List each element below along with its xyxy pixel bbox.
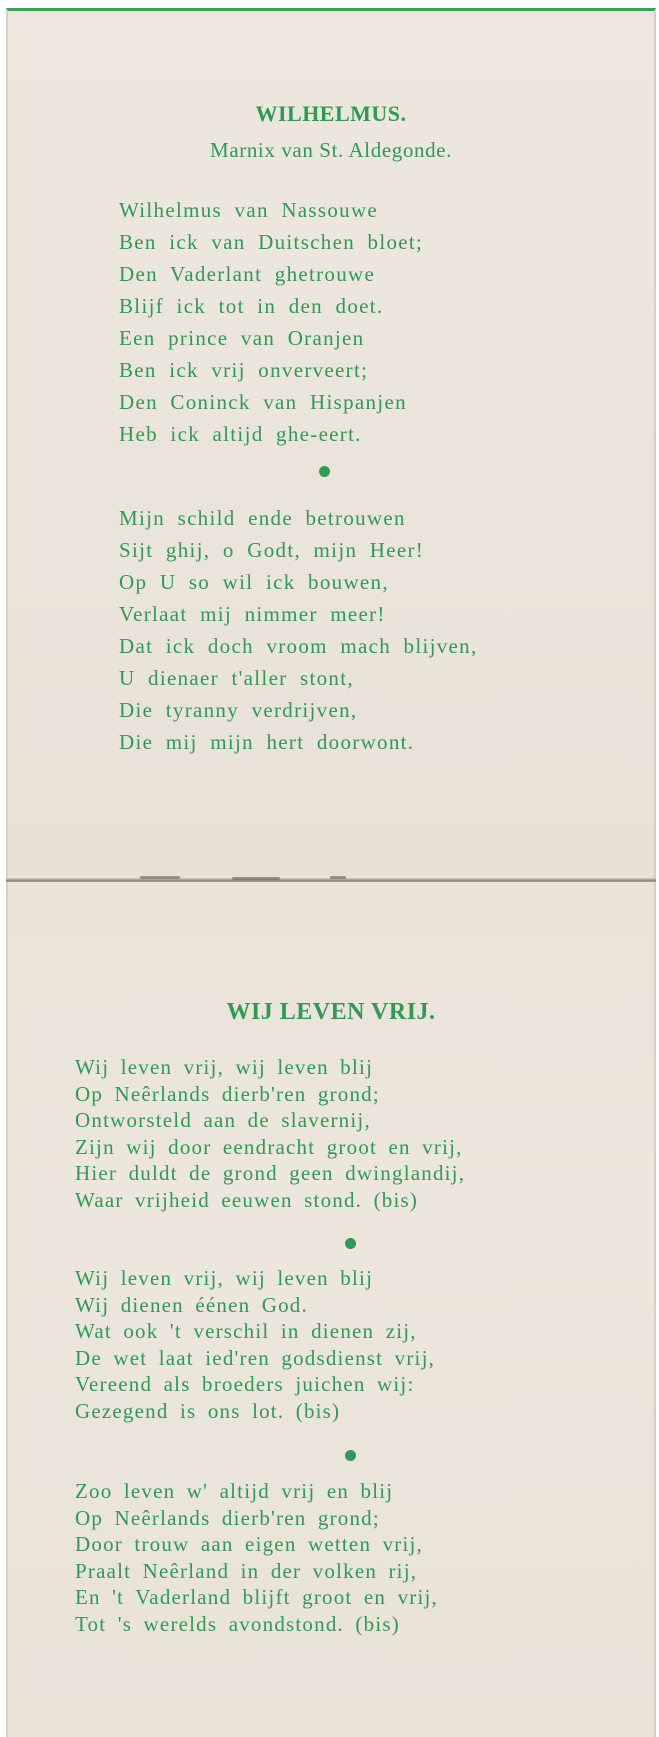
verse-line: Op Neêrlands dierb'ren grond; bbox=[75, 1081, 380, 1106]
verse-line: Wilhelmus van Nassouwe bbox=[119, 198, 379, 222]
wij-leven-vrij-stanza-2 bbox=[75, 1265, 435, 1425]
verse-line: Vereend als broeders juichen wij: bbox=[75, 1372, 415, 1397]
verse-line: Waar vrijheid eeuwen stond. (bis) bbox=[75, 1187, 419, 1212]
verse-line: Wat ook 't verschil in dienen zij, bbox=[75, 1319, 417, 1344]
verse-line: Zoo leven w' altijd vrij en blij bbox=[75, 1479, 394, 1503]
verse-line: Mijn schild ende betrouwen bbox=[119, 506, 406, 530]
verse-line: En 't Vaderland blijft groot en vrij, bbox=[75, 1585, 438, 1610]
verse-line: Op U so wil ick bouwen, bbox=[119, 570, 389, 594]
stanza-separator-dot bbox=[345, 1238, 356, 1249]
verse-line: Wij dienen éénen God. bbox=[75, 1292, 308, 1317]
verse-line: Dat ick doch vroom mach blijven, bbox=[119, 634, 478, 658]
verse-line: Die tyranny verdrijven, bbox=[119, 698, 358, 722]
wij-leven-vrij-stanza-3 bbox=[75, 1478, 438, 1638]
verse-line: Hier duldt de grond geen dwinglandij, bbox=[75, 1161, 466, 1186]
verse-line: Die mij mijn hert doorwont. bbox=[119, 730, 415, 754]
verse-line: Ontworsteld aan de slavernij, bbox=[75, 1108, 371, 1133]
verse-line: Blijf ick tot in den doet. bbox=[119, 294, 384, 318]
wilhelmus-stanza-2 bbox=[119, 502, 478, 758]
verse-line: Den Coninck van Hispanjen bbox=[119, 390, 407, 414]
verse-line: Op Neêrlands dierb'ren grond; bbox=[75, 1505, 380, 1530]
stanza-separator-dot bbox=[345, 1450, 356, 1461]
fold-stain bbox=[140, 876, 180, 879]
verse-line: Heb ick altijd ghe-eert. bbox=[119, 422, 362, 446]
verse-line: Wij leven vrij, wij leven blij bbox=[75, 1055, 374, 1079]
verse-line: Ben ick vrij onverveert; bbox=[119, 358, 369, 382]
wilhelmus-author: Marnix van St. Aldegonde. bbox=[210, 138, 452, 162]
verse-line: Zijn wij door eendracht groot en vrij, bbox=[75, 1134, 463, 1159]
panel-wij-leven-vrij bbox=[6, 882, 656, 1737]
verse-line: Sijt ghij, o Godt, mijn Heer! bbox=[119, 538, 425, 562]
verse-line: Wij leven vrij, wij leven blij bbox=[75, 1266, 374, 1290]
verse-line: Gezegend is ons lot. (bis) bbox=[75, 1398, 341, 1423]
wilhelmus-title: WILHELMUS. bbox=[255, 101, 407, 126]
verse-line: Een prince van Oranjen bbox=[119, 326, 365, 350]
verse-line: U dienaer t'aller stont, bbox=[119, 666, 354, 690]
verse-line: Den Vaderlant ghetrouwe bbox=[119, 262, 376, 286]
verse-line: Tot 's werelds avondstond. (bis) bbox=[75, 1611, 400, 1636]
verse-line: Praalt Neêrland in der volken rij, bbox=[75, 1558, 418, 1583]
verse-line: Ben ick van Duitschen bloet; bbox=[119, 230, 424, 254]
stanza-separator-dot bbox=[319, 466, 330, 477]
verse-line: De wet laat ied'ren godsdienst vrij, bbox=[75, 1345, 436, 1370]
wij-leven-vrij-title: WIJ LEVEN VRIJ. bbox=[226, 999, 436, 1025]
panel-wilhelmus bbox=[6, 8, 656, 882]
fold-stain bbox=[232, 877, 280, 880]
verse-line: Verlaat mij nimmer meer! bbox=[119, 602, 386, 626]
wilhelmus-stanza-1 bbox=[119, 194, 423, 450]
wij-leven-vrij-stanza-1 bbox=[75, 1054, 465, 1214]
fold-stain bbox=[330, 876, 346, 879]
verse-line: Door trouw aan eigen wetten vrij, bbox=[75, 1532, 424, 1557]
